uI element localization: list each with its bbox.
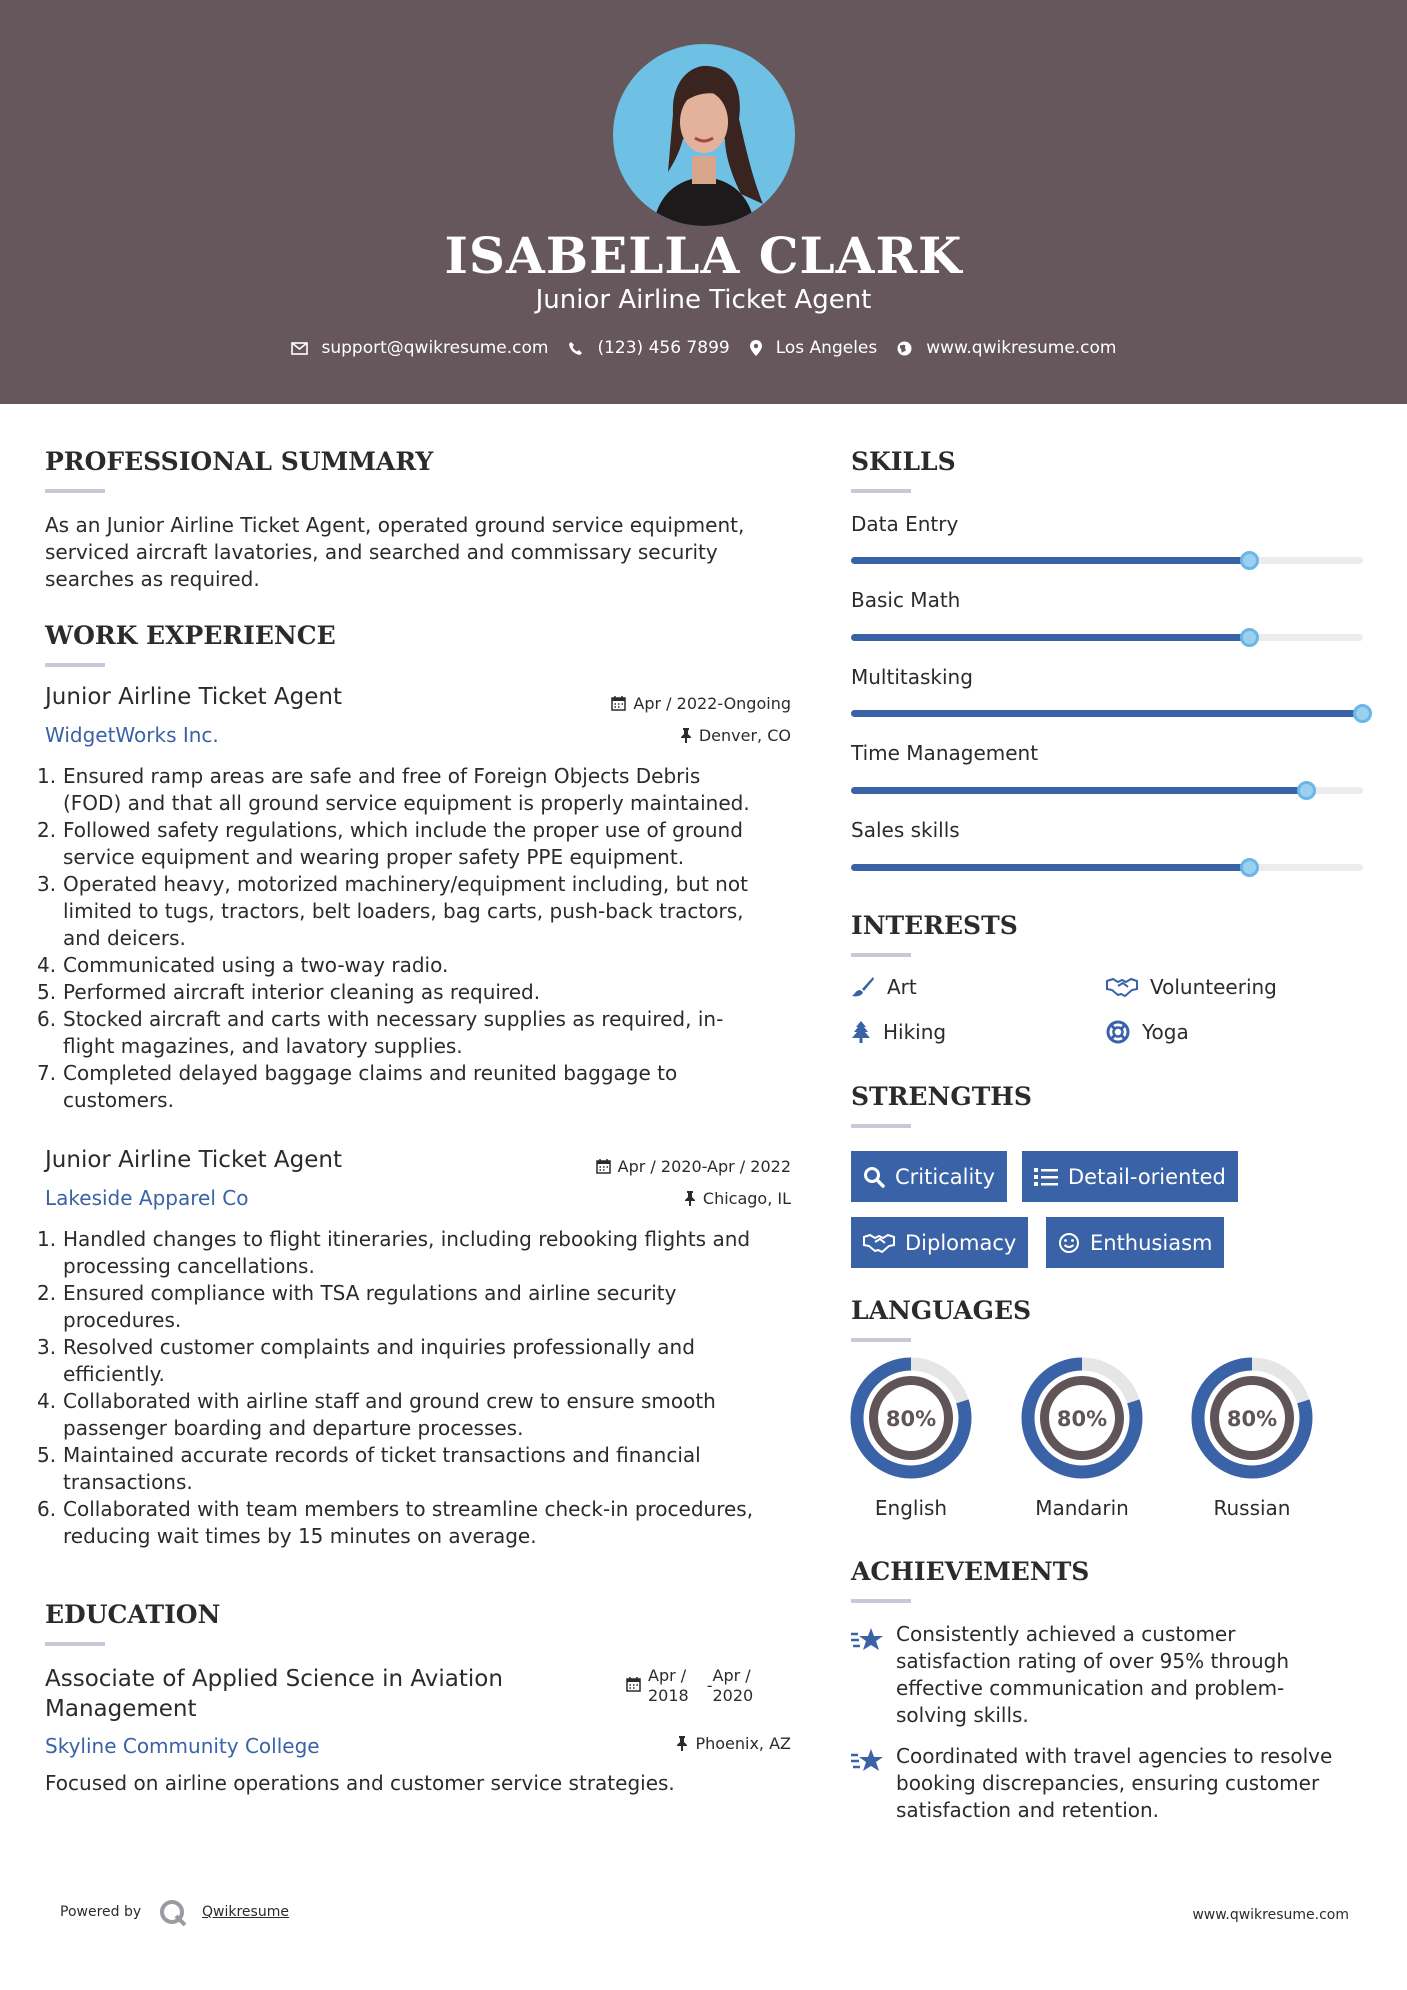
- strengths-heading: STRENGTHS: [851, 1082, 1032, 1111]
- language-ring: [1021, 1357, 1143, 1483]
- job-dates-text: Apr / 2022-Ongoing: [633, 694, 791, 713]
- achievement-line: satisfaction and retention.: [896, 1798, 1160, 1822]
- contact-location: [750, 338, 878, 358]
- candidate-title: Junior Airline Ticket Agent: [535, 285, 872, 315]
- achievement-line: booking discrepancies, ensuring customer: [896, 1771, 1320, 1795]
- end-year: 2020: [712, 1686, 754, 1705]
- contact-phone-text: (123) 456 7899: [597, 338, 730, 358]
- language-ring-chart: [850, 1357, 972, 1479]
- strength-badge: [851, 1151, 1007, 1202]
- calendar-icon: [611, 696, 626, 711]
- list-line: Resolved customer complaints and inquiries professionally and: [63, 1335, 695, 1359]
- achievements-heading: ACHIEVEMENTS: [851, 1557, 1090, 1586]
- education-location: [676, 1734, 791, 1753]
- footer-website[interactable]: www.qwikresume.com: [1192, 1907, 1349, 1923]
- achievement-line: satisfaction rating of over 95% through: [896, 1649, 1290, 1673]
- interest-item: [851, 975, 917, 999]
- strength-label: Detail-oriented: [1068, 1164, 1226, 1189]
- skill-bar: [851, 864, 1363, 871]
- language-label: Mandarin: [1035, 1496, 1129, 1520]
- lifebuoy-icon: [1106, 1020, 1130, 1044]
- achievement-item: [896, 1743, 1332, 1824]
- list-number: 4.: [37, 953, 57, 977]
- list-number: 1.: [37, 764, 57, 788]
- interest-item: [1106, 1020, 1189, 1044]
- strengths-underline: [851, 1124, 911, 1128]
- pushpin-icon: [684, 1191, 696, 1206]
- list-number: 5.: [37, 980, 57, 1004]
- job-title: Junior Airline Ticket Agent: [45, 684, 343, 710]
- achievement-line: effective communication and problem-: [896, 1676, 1285, 1700]
- list-item: [37, 1280, 815, 1334]
- job-location: [684, 1189, 791, 1208]
- languages-heading: LANGUAGES: [851, 1296, 1032, 1325]
- profile-photo-illustration: [613, 44, 795, 226]
- ring-percent: 80%: [1226, 1407, 1278, 1431]
- interests-heading: INTERESTS: [851, 911, 1018, 940]
- qwikresume-logo-icon: [158, 1898, 188, 1928]
- list-number: 2.: [37, 1281, 57, 1305]
- calendar-icon: [626, 1677, 641, 1692]
- skill-bar-knob: [1297, 781, 1316, 800]
- list-number: 5.: [37, 1443, 57, 1467]
- list-line: Ensured compliance with TSA regulations and airline security: [63, 1281, 677, 1305]
- contact-bar: [0, 338, 1407, 358]
- list-item: [37, 871, 805, 952]
- list-line: flight magazines, and lavatory supplies.: [63, 1034, 463, 1058]
- skill-label: Time Management: [851, 741, 1039, 765]
- list-line: Completed delayed baggage claims and reunited baggage to: [63, 1061, 678, 1085]
- education-underline: [45, 1642, 105, 1646]
- skill-bar-knob: [1240, 551, 1259, 570]
- list-item: [37, 1006, 805, 1060]
- interest-label: Volunteering: [1150, 975, 1277, 999]
- skill-bar-knob: [1353, 704, 1372, 723]
- list-item: [37, 1226, 815, 1280]
- list-item: [37, 1388, 815, 1442]
- list-line: Handled changes to flight itineraries, including rebooking flights and: [63, 1227, 751, 1251]
- language-ring: [850, 1357, 972, 1483]
- job-location-text: Denver, CO: [698, 726, 791, 745]
- list-number: 6.: [37, 1497, 57, 1521]
- education-heading: EDUCATION: [45, 1600, 221, 1629]
- strength-badge: [851, 1217, 1028, 1268]
- list-line: customers.: [63, 1088, 174, 1112]
- list-line: (FOD) and that all ground service equipment is properly maintained.: [63, 791, 750, 815]
- list-line: reducing wait times by 15 minutes on average.: [63, 1524, 537, 1548]
- job-responsibilities: [37, 1226, 815, 1550]
- ring-percent: 80%: [1056, 1407, 1108, 1431]
- interest-label: Art: [887, 975, 917, 999]
- language-ring: [1191, 1357, 1313, 1483]
- skill-label: Multitasking: [851, 665, 973, 689]
- globe-icon: [897, 341, 912, 356]
- list-line: Maintained accurate records of ticket transactions and financial: [63, 1443, 701, 1467]
- summary-underline: [45, 489, 105, 493]
- smile-icon: [1058, 1232, 1080, 1254]
- phone-icon: [568, 341, 583, 356]
- strength-badge: [1046, 1217, 1224, 1268]
- list-item: [37, 1060, 805, 1114]
- list-line: Performed aircraft interior cleaning as required.: [63, 980, 541, 1004]
- list-item: [37, 952, 805, 979]
- skill-bar-fill: [851, 710, 1363, 717]
- list-number: 7.: [37, 1061, 57, 1085]
- education-start: [648, 1666, 689, 1706]
- list-item: [37, 817, 805, 871]
- end-month: Apr /: [712, 1666, 751, 1685]
- skills-underline: [851, 489, 911, 493]
- contact-phone[interactable]: [568, 338, 729, 358]
- skill-bar: [851, 710, 1363, 717]
- contact-email[interactable]: [291, 338, 549, 358]
- achievement-line: solving skills.: [896, 1703, 1029, 1727]
- experience-underline: [45, 663, 105, 667]
- language-ring-chart: [1191, 1357, 1313, 1479]
- start-year: 2018: [648, 1686, 689, 1705]
- skill-bar-fill: [851, 634, 1250, 641]
- search-icon: [863, 1166, 885, 1188]
- list-number: 3.: [37, 1335, 57, 1359]
- list-item: [37, 979, 805, 1006]
- list-item: [37, 1442, 815, 1496]
- contact-website-text: www.qwikresume.com: [926, 338, 1117, 358]
- skill-bar-fill: [851, 557, 1250, 564]
- skill-bar: [851, 634, 1363, 641]
- shooting-star-icon: [850, 1626, 884, 1654]
- list-line: passenger boarding and departure processes.: [63, 1416, 524, 1440]
- list-line: Communicated using a two-way radio.: [63, 953, 449, 977]
- job-location-text: Chicago, IL: [702, 1189, 791, 1208]
- education-end: [713, 1666, 754, 1706]
- job-title: Junior Airline Ticket Agent: [45, 1147, 343, 1173]
- summary-text: [45, 512, 744, 593]
- education-location-text: Phoenix, AZ: [695, 1734, 791, 1753]
- degree-line: Associate of Applied Science in Aviation: [45, 1666, 503, 1692]
- list-number: 2.: [37, 818, 57, 842]
- interest-label: Yoga: [1142, 1020, 1189, 1044]
- skills-heading: SKILLS: [851, 447, 956, 476]
- list-line: and deicers.: [63, 926, 186, 950]
- pushpin-icon: [680, 728, 692, 743]
- list-item: [37, 763, 805, 817]
- language-label: Russian: [1213, 1496, 1291, 1520]
- list-number: 4.: [37, 1389, 57, 1413]
- list-icon: [1034, 1167, 1058, 1187]
- summary-line: serviced aircraft lavatories, and searched and commissary security: [45, 540, 718, 564]
- skill-label: Basic Math: [851, 588, 961, 612]
- profile-photo: [613, 44, 795, 226]
- tree-icon: [851, 1021, 871, 1043]
- education-dates: [626, 1666, 753, 1706]
- list-line: procedures.: [63, 1308, 182, 1332]
- strength-label: Criticality: [895, 1164, 995, 1189]
- list-number: 6.: [37, 1007, 57, 1031]
- job-dates: [596, 1157, 791, 1176]
- degree-line: Management: [45, 1696, 197, 1722]
- education-description: Focused on airline operations and customer service strategies.: [45, 1771, 675, 1795]
- list-line: Ensured ramp areas are safe and free of Foreign Objects Debris: [63, 764, 701, 788]
- contact-location-text: Los Angeles: [775, 338, 878, 358]
- list-number: 1.: [37, 1227, 57, 1251]
- skill-bar: [851, 787, 1363, 794]
- summary-line: searches as required.: [45, 567, 260, 591]
- strength-label: Diplomacy: [905, 1230, 1017, 1255]
- company-name: Lakeside Apparel Co: [45, 1186, 249, 1210]
- strength-badge: [1022, 1151, 1238, 1202]
- skill-bar-fill: [851, 864, 1250, 871]
- resume-header: [0, 0, 1407, 404]
- envelope-icon: [291, 342, 308, 355]
- handshake-icon: [1106, 977, 1138, 997]
- candidate-name: ISABELLA CLARK: [444, 226, 963, 285]
- contact-website[interactable]: [897, 338, 1116, 358]
- language-ring-chart: [1021, 1357, 1143, 1479]
- paintbrush-icon: [851, 976, 875, 998]
- skill-bar: [851, 557, 1363, 564]
- job-location: [680, 726, 791, 745]
- ring-percent: 80%: [885, 1407, 937, 1431]
- experience-heading: WORK EXPERIENCE: [45, 621, 336, 650]
- skill-bar-knob: [1240, 628, 1259, 647]
- interest-item: [1106, 975, 1277, 999]
- list-item: [37, 1496, 815, 1550]
- school-name: Skyline Community College: [45, 1734, 320, 1758]
- list-line: Collaborated with team members to streamline check-in procedures,: [63, 1497, 754, 1521]
- list-line: Followed safety regulations, which include the proper use of ground: [63, 818, 743, 842]
- interest-label: Hiking: [883, 1020, 947, 1044]
- language-label: English: [874, 1496, 948, 1520]
- list-line: Collaborated with airline staff and ground crew to ensure smooth: [63, 1389, 716, 1413]
- achievements-underline: [851, 1599, 911, 1603]
- company-name: WidgetWorks Inc.: [45, 723, 219, 747]
- languages-underline: [851, 1338, 911, 1342]
- achievement-item: [896, 1621, 1289, 1729]
- summary-line: As an Junior Airline Ticket Agent, operated ground service equipment,: [45, 513, 745, 537]
- list-line: service equipment and wearing proper safety PPE equipment.: [63, 845, 685, 869]
- job-responsibilities: [37, 763, 805, 1114]
- interests-underline: [851, 953, 911, 957]
- list-line: limited to tugs, tractors, belt loaders, bag carts, push-back tractors,: [63, 899, 744, 923]
- summary-heading: PROFESSIONAL SUMMARY: [45, 447, 434, 476]
- degree-title: [45, 1664, 503, 1724]
- list-item: [37, 1334, 815, 1388]
- shooting-star-icon: [850, 1747, 884, 1775]
- start-month: Apr /: [648, 1666, 687, 1685]
- interest-item: [851, 1020, 946, 1044]
- skill-bar-fill: [851, 787, 1307, 794]
- list-line: Operated heavy, motorized machinery/equipment including, but not: [63, 872, 748, 896]
- job-dates: [611, 694, 791, 713]
- date-separator: -: [706, 1676, 713, 1695]
- powered-by-text: Powered by: [60, 1904, 142, 1920]
- map-marker-icon: [750, 340, 762, 356]
- job-dates-text: Apr / 2020-Apr / 2022: [617, 1157, 791, 1176]
- list-line: processing cancellations.: [63, 1254, 315, 1278]
- skill-label: Sales skills: [851, 818, 960, 842]
- achievement-line: Coordinated with travel agencies to resolve: [896, 1744, 1333, 1768]
- calendar-icon: [596, 1159, 611, 1174]
- skill-bar-knob: [1240, 858, 1259, 877]
- list-line: Stocked aircraft and carts with necessary supplies as required, in-: [63, 1007, 724, 1031]
- contact-email-text: support@qwikresume.com: [321, 338, 549, 358]
- qwikresume-link[interactable]: Qwikresume: [202, 1904, 289, 1920]
- list-line: efficiently.: [63, 1362, 165, 1386]
- handshake-icon: [863, 1233, 895, 1253]
- skill-label: Data Entry: [851, 512, 959, 536]
- strength-label: Enthusiasm: [1090, 1230, 1213, 1255]
- achievement-line: Consistently achieved a customer: [896, 1622, 1236, 1646]
- list-line: transactions.: [63, 1470, 193, 1494]
- list-number: 3.: [37, 872, 57, 896]
- pushpin-icon: [676, 1736, 688, 1751]
